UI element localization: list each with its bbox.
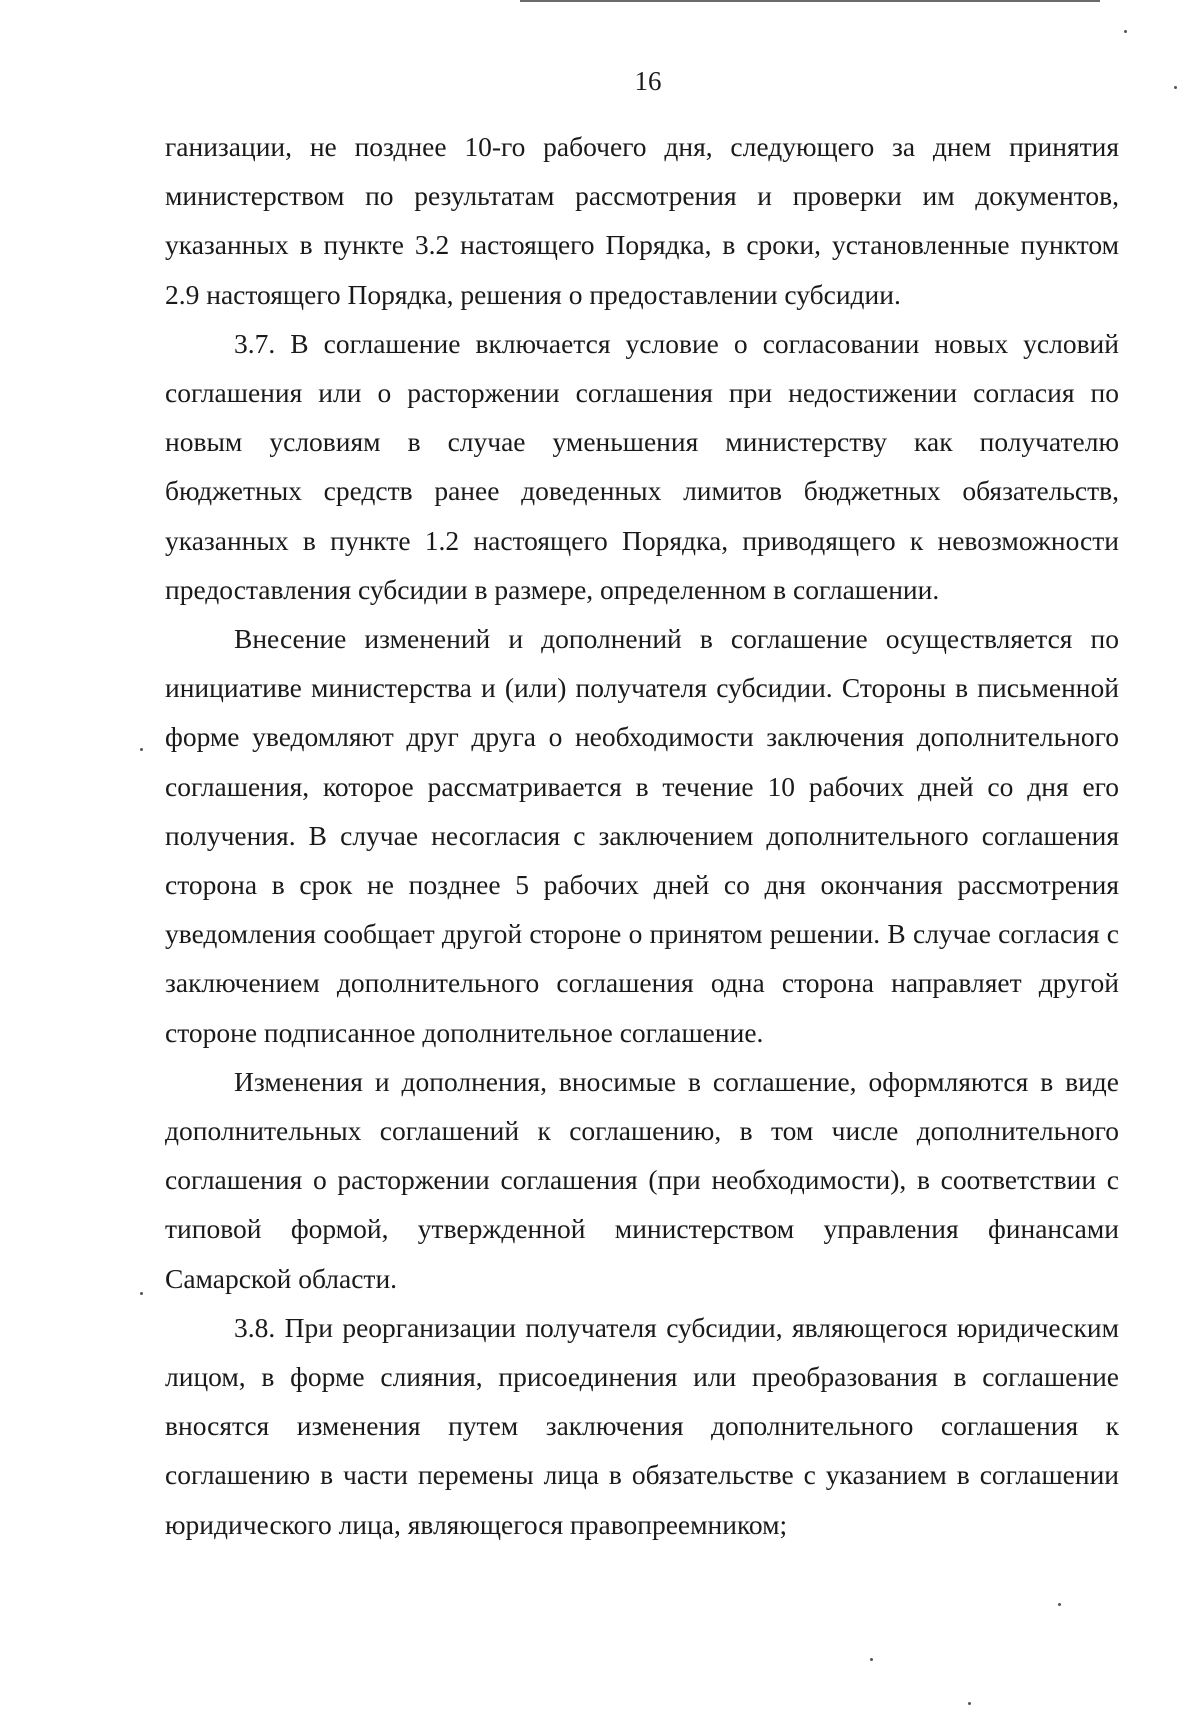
paragraph-3-7: 3.7. В соглашение включается условие о согласовании новых условий соглашения или о расторжении соглашения при недостижении согласия по новым условиям в случае уменьшения министерству как получателю бюджетных средств ранее доведенных лимитов бюджетных обязательств, указанных в пункте 1.2 настоящего Порядка, приводящего к невозможности предоставления субсидии в размере, определенном в соглашении.: [165, 327, 1119, 605]
page-number: 16: [634, 66, 662, 96]
scan-speck: [1124, 30, 1127, 33]
scan-speck: [968, 1702, 971, 1705]
scan-speck: [140, 748, 143, 751]
scan-speck: [870, 1658, 873, 1661]
paragraph-amendments: Внесение изменений и дополнений в соглашение осуществляется по инициативе министерства и (или) получателя субсидии. Стороны в письменной форме уведомляют друг друга о необходимости заключения дополнительного соглашения, которое рассматривается в течение 10 рабочих дней со дня его получения. В случае несогласия с заключением дополнительного соглашения сторона в срок не позднее 5 рабочих дней со дня окончания рассмотрения уведомления сообщает другой стороне о принятом решении. В случае согласия с заключением дополнительного соглашения одна сторона направляет другой стороне подписанное дополнительное соглашение.: [165, 623, 1119, 1048]
paragraph-continuation: ганизации, не позднее 10-го рабочего дня, следующего за днем принятия министерством по результатам рассмотрения и проверки им документов, указанных в пункте 3.2 настоящего Порядка, в сроки, установленные пунктом 2.9 настоящего Порядка, решения о предоставлении субсидии.: [165, 131, 1119, 310]
paragraph-3-8: 3.8. При реорганизации получателя субсидии, являющегося юридическим лицом, в форме слияния, присоединения или преобразования в соглашение вносятся изменения путем заключения дополнительного соглашения к соглашению в части перемены лица в обязательстве с указанием в соглашении юридического лица, являющегося правопреемником;: [165, 1311, 1119, 1540]
scan-speck: [1058, 1603, 1061, 1606]
document-body: [165, 122, 1119, 1549]
scan-top-edge: [520, 0, 1100, 2]
paragraph-additional-agreements: Изменения и дополнения, вносимые в соглашение, оформляются в виде дополнительных соглашений к соглашению, в том числе дополнительного соглашения о расторжении соглашения (при необходимости), в соответствии с типовой формой, утвержденной министерством управления финансами Самарской области.: [165, 1065, 1119, 1294]
scan-speck: [1174, 86, 1177, 89]
scan-speck: [140, 1292, 143, 1295]
